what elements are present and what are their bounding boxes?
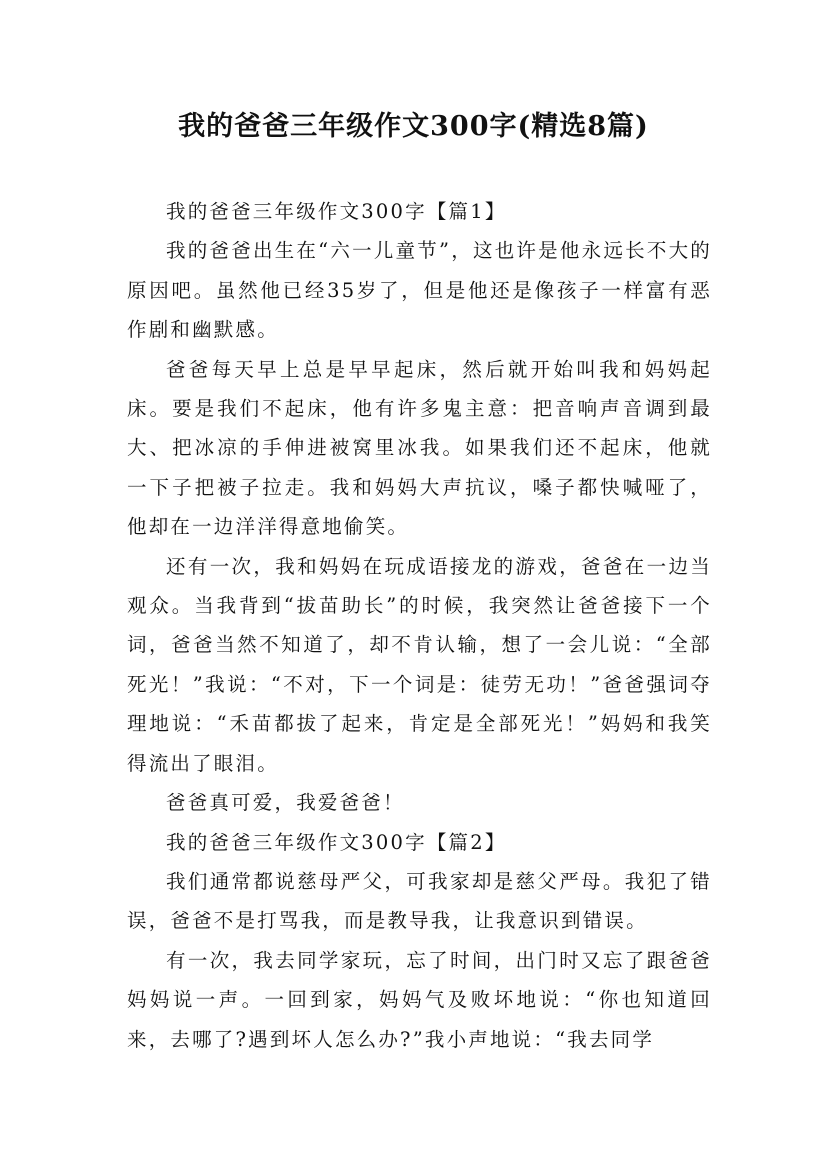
- section-heading: 我的爸爸三年级作文300字【篇2】: [166, 830, 507, 854]
- section-heading: 我的爸爸三年级作文300字【篇1】: [166, 200, 507, 223]
- paragraph: 有一次，我去同学家玩，忘了时间，出门时又忘了跟爸爸妈妈说一声。一回到家，妈妈气及败坏地说：“你也知道回来，去哪了?遇到坏人怎么办?”我小声地说：“我去同学: [127, 948, 712, 1051]
- document-title: 我的爸爸三年级作文300字(精选8篇): [178, 111, 649, 142]
- paragraph: 我们通常都说慈母严父，可我家却是慈父严母。我犯了错误，爸爸不是打骂我，而是教导我，让我意识到错误。: [127, 869, 712, 933]
- paragraph: 我的爸爸出生在“六一儿童节”，这也许是他永远长不大的原因吧。虽然他已经35岁了，但是他还是像孩子一样富有恶作剧和幽默感。: [127, 239, 712, 342]
- paragraph: 爸爸每天早上总是早早起床，然后就开始叫我和妈妈起床。要是我们不起床，他有许多鬼主意：把音响声音调到最大、把冰凉的手伸进被窝里冰我。如果我们还不起床，他就一下子把被子拉走。我和妈妈大声抗议，嗓子都快喊哑了，他却在一边洋洋得意地偷笑。: [127, 357, 712, 539]
- document-body: [127, 192, 712, 1059]
- paragraph: 爸爸真可爱，我爱爸爸！: [166, 791, 405, 815]
- paragraph: 还有一次，我和妈妈在玩成语接龙的游戏，爸爸在一边当观众。当我背到“拔苗助长”的时候，我突然让爸爸接下一个词，爸爸当然不知道了，却不肯认输，想了一会儿说：“全部死光！”我说：“不对，下一个词是：徒劳无功！”爸爸强词夺理地说：“禾苗都拔了起来，肯定是全部死光！”妈妈和我笑得流出了眼泪。: [127, 554, 712, 775]
